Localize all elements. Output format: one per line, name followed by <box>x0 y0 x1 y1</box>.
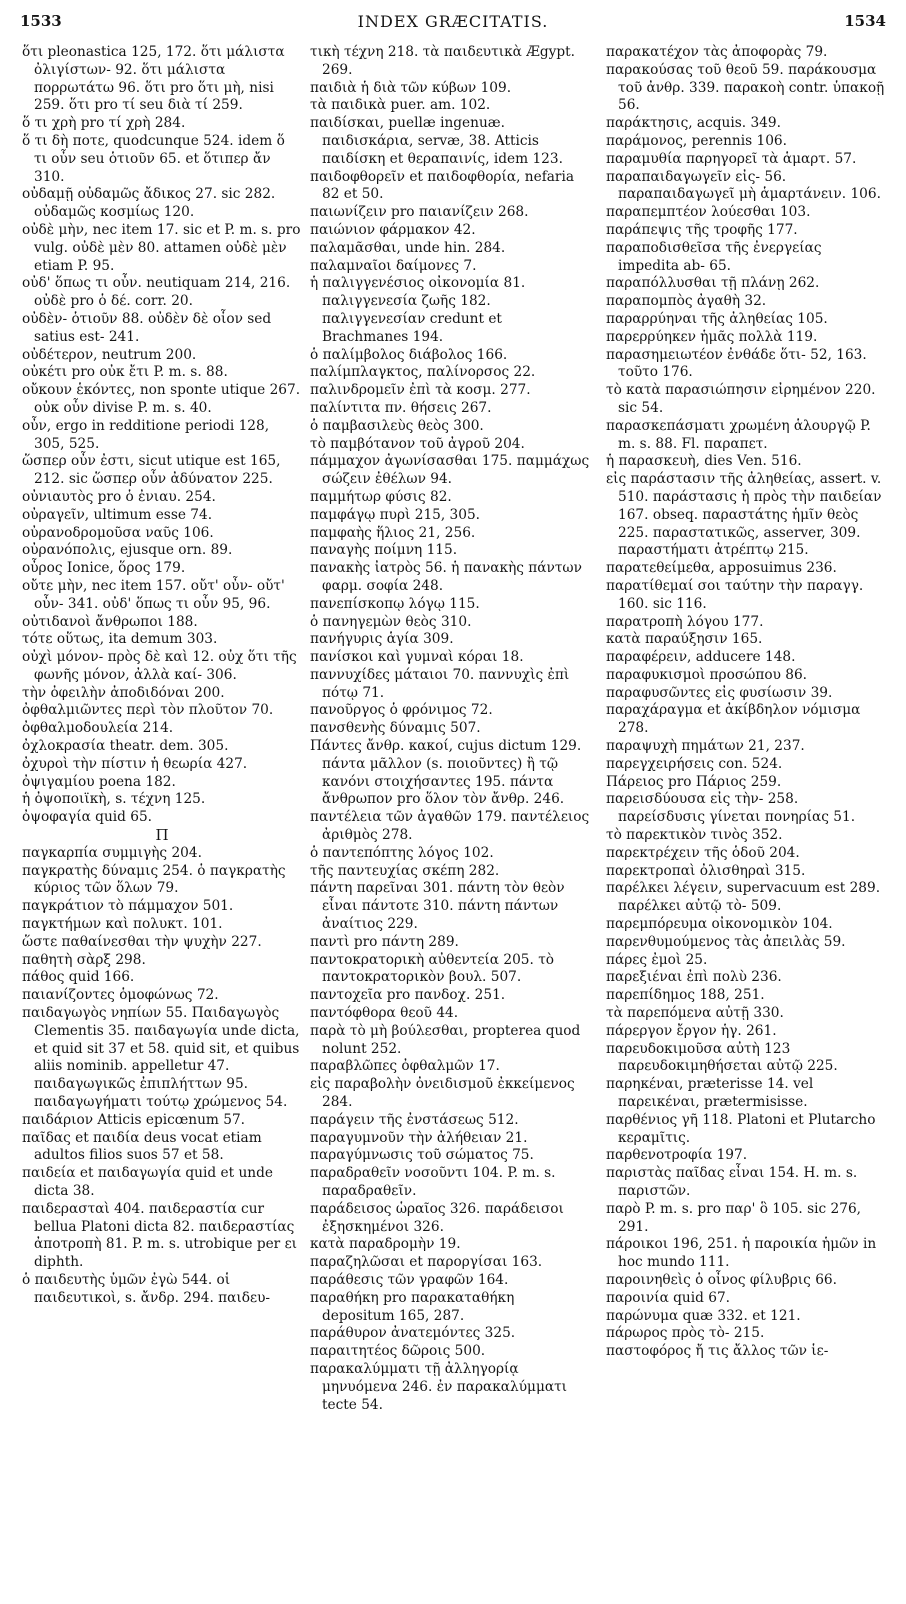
page-number-left: 1533 <box>20 12 62 30</box>
index-entry: παράκτησις, acquis. 349. <box>606 115 781 132</box>
index-entry: παρατεθείμεθα, apposuimus 236. <box>606 560 837 577</box>
index-entry: παρερρύηκεν ἡμᾶς πολλὰ 119. <box>606 328 818 345</box>
index-entry: παθητὴ σὰρξ 298. <box>22 951 146 968</box>
index-entry: παμφαὴς ἥλιος 21, 256. <box>310 524 476 541</box>
index-entry: παμμήτωρ φύσις 82. <box>310 488 452 505</box>
index-entry: κατὰ παραδρομὴν 19. <box>310 1236 461 1253</box>
page-number-right: 1534 <box>844 12 886 30</box>
index-entry: οὐτιδανοὶ ἄνθρωποι 188. <box>22 613 198 630</box>
index-entry: ὁ πανηγεμὼν θεὸς 310. <box>310 613 472 630</box>
index-entry: οὐρανοδρομοῦσα ναῦς 106. <box>22 524 214 541</box>
index-entry: παράθυρον ἀνατεμόντες 325. <box>310 1325 516 1342</box>
index-entry: παγκτήμων καὶ πολυκτ. 101. <box>22 916 223 933</box>
index-entry: τὸ παρεκτικὸν τινὸς 352. <box>606 827 783 844</box>
index-entry: παρεγχειρήσεις con. 524. <box>606 755 783 772</box>
index-entry: παρθενοτροφία 197. <box>606 1147 748 1164</box>
index-entry: παλινδρομεῖν ἐπὶ τὰ κοσμ. 277. <box>310 382 531 399</box>
index-entry: οὐδὲ μὴν, nec item 17. sic et P. m. s. pro vulg. οὐδὲ μὲν 80. attamen οὐδὲ μὲν etiam P. 95. <box>22 221 301 274</box>
index-entry: ὁ παλίμβολος διάβολος 166. <box>310 346 508 363</box>
index-entry: παρεπίδημος 188, 251. <box>606 987 765 1004</box>
index-entry: πανακὴς ἰατρὸς 56. ἡ πανακὴς πάντων φαρμ. σοφία 248. <box>310 560 582 594</box>
index-entry: παρακαλύμματι τῇ ἀλληγορίᾳ μηνυόμενα 246. ἐν παρακαλύμματι tecte 54. <box>310 1360 568 1413</box>
index-entry: παντοκρατορικὴ αὐθεντεία 205. τὸ παντοκρατορικὸν βουλ. 507. <box>310 951 555 986</box>
index-entry: παραψυχὴ πημάτων 21, 237. <box>606 738 805 755</box>
index-entry: παρευδοκιμοῦσα αὐτὴ 123 παρευδοκιμηθήσεται αὐτῷ 225. <box>606 1040 838 1075</box>
index-entry: παννυχίδες μάταιοι 70. παννυχὶς ἐπὶ πότῳ 71. <box>310 666 570 701</box>
index-entry: παρηκέναι, præterisse 14. vel παρεικέναι, prætermisisse. <box>606 1076 814 1111</box>
index-entry: παραφυκισμοὶ προσώπου 86. <box>606 666 808 683</box>
index-entry: ὁ παιδευτὴς ὑμῶν ἐγὼ 544. οἱ παιδευτικοὶ, s. ἄνδρ. 294. παιδευ- <box>22 1271 271 1306</box>
index-entry: παραθήκη pro παρακαταθήκη depositum 165, 287. <box>310 1289 515 1324</box>
index-entry: παιανίζοντες ὁμοφώνως 72. <box>22 987 219 1004</box>
index-column-2 <box>310 44 590 1414</box>
index-entry: τικὴ τέχνη 218. τὰ παιδευτικὰ Ægypt. 269. <box>310 44 576 78</box>
index-entry: παλίντιτα πν. θήσεις 267. <box>310 399 492 416</box>
index-entry: οὔκουν ἑκόντες, non sponte utique 267. οὐκ οὖν divise P. m. s. 40. <box>22 382 301 416</box>
index-entry: παρακούσας τοῦ θεοῦ 59. παράκουσμα τοῦ ἀνθρ. 339. παρακοὴ contr. ὑπακοῇ 56. <box>606 61 885 114</box>
index-entry: πανίσκοι καὶ γυμναὶ κόραι 18. <box>310 649 524 666</box>
index-entry: παραφέρειν, adducere 148. <box>606 649 796 666</box>
index-entry: παραποδισθεῖσα τῆς ἐνεργείας impedita ab- 65. <box>606 239 822 274</box>
index-entry: πάντη παρεῖναι 301. πάντη τὸν θεὸν εἶναι πάντοτε 310. πάντη πάντων ἀναίτιος 229. <box>310 880 565 933</box>
index-entry: παρεκτρέχειν τῆς ὁδοῦ 204. <box>606 844 800 861</box>
index-entry: ὅτι pleonastica 125, 172. ὅτι μάλιστα ὀλιγίστων- 92. ὅτι μάλιστα πορρωτάτω 96. ὅτι pro ὅτι μὴ, nisi 259. ὅτι pro τί seu διὰ τί 259. <box>22 44 285 114</box>
index-entry: ὁ παντεπόπτης λόγος 102. <box>310 844 494 861</box>
index-entry: ἡ ὀψοποιϊκὴ, s. τέχνη 125. <box>22 791 206 808</box>
index-entry: τότε οὕτως, ita demum 303. <box>22 631 218 648</box>
index-entry: πανοῦργος ὁ φρόνιμος 72. <box>310 702 493 719</box>
index-entry: τὸ κατὰ παρασιώπησιν εἰρημένον 220. sic 54. <box>606 382 876 416</box>
index-entry: παντέλεια τῶν ἀγαθῶν 179. παντέλειος ἀριθμὸς 278. <box>310 809 590 844</box>
index-entry: παιδοφθορεῖν et παιδοφθορία, nefaria 82 et 50. <box>310 168 575 203</box>
index-entry: παρατίθεμαί σοι ταύτην τὴν παραγγ. 160. sic 116. <box>606 577 864 612</box>
index-entry: τὰ παιδικὰ puer. am. 102. <box>310 97 491 114</box>
index-entry: παράπεψις τῆς τροφῆς 177. <box>606 221 798 238</box>
index-entry: παιδεία et παιδαγωγία quid et unde dicta 38. <box>22 1165 273 1199</box>
index-entry: οὐκέτι pro οὐκ ἔτι P. m. s. 88. <box>22 364 228 381</box>
index-entry: ὀφθαλμοδουλεία 214. <box>22 720 174 737</box>
index-entry: παράμονος, perennis 106. <box>606 132 787 149</box>
index-entry: παραμυθία παρηγορεῖ τὰ ἁμαρτ. 57. <box>606 150 857 167</box>
index-entry: παστοφόρος ἤ τις ἄλλος τῶν ἱε- <box>606 1343 829 1360</box>
index-entry: ὅ τι δὴ ποτε, quodcunque 524. idem ὅ τι οὖν seu ὁτιοῦν 65. et ὅτιπερ ἄν 310. <box>22 132 285 185</box>
index-entry: παιώνιον φάρμακον 42. <box>310 221 476 238</box>
index-entry: τὴν ὀφειλὴν ἀποδιδόναι 200. <box>22 684 225 701</box>
index-entry: πάρεργον ἔργον ἡγ. 261. <box>606 1022 777 1039</box>
index-entry: παροινία quid 67. <box>606 1289 731 1306</box>
index-entry: οὐραγεῖν, ultimum esse 74. <box>22 506 213 523</box>
index-entry: παντόφθορα θεοῦ 44. <box>310 1005 459 1022</box>
index-entry: παντὶ pro πάντη 289. <box>310 933 459 950</box>
index-entry: πάρες ἐμοὶ 25. <box>606 951 708 968</box>
index-entry: πάμμαχον ἀγωνίσασθαι 175. παμμάχως σώζειν ἐθέλων 94. <box>310 453 590 488</box>
index-entry: παναγὴς ποίμνη 115. <box>310 542 458 559</box>
index-entry: πανσθενὴς δύναμις 507. <box>310 720 481 737</box>
index-entry: παλίμπλαγκτος, παλίνορσος 22. <box>310 364 536 381</box>
index-entry: τὸ παμβότανον τοῦ ἀγροῦ 204. <box>310 435 525 452</box>
index-entry: ὀφθαλμιῶντες περὶ τὸν πλοῦτον 70. <box>22 702 274 719</box>
index-entry: παρθένιος γῆ 118. Platoni et Plutarcho κεραμῖτις. <box>606 1111 876 1146</box>
index-entry: ἡ παρασκευὴ, dies Ven. 516. <box>606 453 802 470</box>
index-entry: ὀχλοκρασία theatr. dem. 305. <box>22 738 229 755</box>
index-entry: Πάρειος pro Πάριος 259. <box>606 773 782 790</box>
index-entry: Πάντες ἄνθρ. κακοί, cujus dictum 129. πάντα μᾶλλον (s. ποιοῦντες) ἢ τῷ κανόνι στοιχήσαντες 195. πάντα ἄνθρωπον pro ὅλον τὸν ἄνθρ. 246. <box>310 738 582 808</box>
index-entry: παραφυσῶντες εἰς φυσίωσιν 39. <box>606 684 833 701</box>
index-entry: παριστὰς παῖδας εἶναι 154. H. m. s. παριστῶν. <box>606 1165 858 1199</box>
index-entry: παλαμναῖοι δαίμονες 7. <box>310 257 477 274</box>
index-entry: παιδιὰ ἡ διὰ τῶν κύβων 109. <box>310 79 512 96</box>
index-entry: παρέλκει λέγειν, supervacuum est 289. παρέλκει αὐτῷ τὸ- 509. <box>606 880 881 915</box>
index-entry: πανεπίσκοπῳ λόγῳ 115. <box>310 595 480 612</box>
index-column-3 <box>606 44 886 1361</box>
index-entry: ὀχυροὶ τὴν πίστιν ἡ θεωρία 427. <box>22 755 248 772</box>
index-entry: παραγυμνοῦν τὴν ἀλήθειαν 21. <box>310 1129 528 1146</box>
index-entry: οὐδ' ὅπως τι οὖν. neutiquam 214, 216. οὐδὲ pro ὁ δέ. corr. 20. <box>22 275 291 310</box>
index-entry: παρενθυμούμενος τὰς ἀπειλὰς 59. <box>606 933 846 950</box>
index-entry: παλαμᾶσθαι, unde hin. 284. <box>310 239 506 256</box>
index-entry: παρεισδύουσα εἰς τὴν- 258. παρείσδυσις γίνεται πονηρίας 51. <box>606 791 856 826</box>
section-letter: Π <box>155 826 169 845</box>
index-entry: οὐδὲν- ὁτιοῦν 88. οὐδὲν δὲ οἷον sed satius est- 241. <box>22 310 272 345</box>
index-entry: εἰς παραβολὴν ὀνειδισμοῦ ἐκκείμενος 284. <box>310 1076 575 1111</box>
index-entry: παρώνυμα quæ 332. et 121. <box>606 1307 801 1324</box>
index-entry: παγκρατὴς δύναμις 254. ὁ παγκρατὴς κύριος τῶν ὅλων 79. <box>22 862 286 897</box>
index-entry: εἰς παράστασιν τῆς ἀληθείας, assert. v. 510. παράστασις ἡ πρὸς τὴν παιδείαν 167. obseq. παραστάτης ἡμῖν θεὸς 225. παραστατικῶς, asserver, 309. παραστήματι ἀτρέπτῳ 215. <box>606 471 882 559</box>
index-entry: παιωνίζειν pro παιανίζειν 268. <box>310 204 529 221</box>
index-entry: παραπαιδαγωγεῖν εἰς- 56. παραπαιδαγωγεῖ μὴ ἁμαρτάνειν. 106. <box>606 168 881 203</box>
index-entry: οὐδέτερον, neutrum 200. <box>22 346 197 363</box>
index-entry: οὐρανόπολις, ejusque orn. 89. <box>22 542 233 559</box>
page-title: INDEX GRÆCITATIS. <box>357 12 549 31</box>
index-entry: ὀψοφαγία quid 65. <box>22 809 153 826</box>
index-entry: παρακατέχον τὰς ἀποφορὰς 79. <box>606 44 828 60</box>
index-entry: παραζηλῶσαι et παροργίσαι 163. <box>310 1254 543 1271</box>
index-entry: παντοχεῖα pro πανδοχ. 251. <box>310 987 506 1004</box>
index-entry: οὐδαμῇ οὐδαμῶς ἄδικος 27. sic 282. οὐδαμῶς κοσμίως 120. <box>22 186 276 221</box>
index-entry: παροινηθεὶς ὁ οἶνος φίλυβρις 66. <box>606 1271 837 1288</box>
index-entry: οὖν, ergo in redditione periodi 128, 305, 525. <box>22 417 270 452</box>
index-entry: παγκαρπία συμμιγὴς 204. <box>22 844 202 861</box>
index-entry: οὐχὶ μόνον- πρὸς δὲ καὶ 12. οὐχ ὅτι τῆς φωνῆς μόνον, ἀλλὰ καί- 306. <box>22 649 297 683</box>
index-entry: παραχάραγμα et ἀκίβδηλον νόμισμα 278. <box>606 702 861 737</box>
index-entry: κατὰ παραύξησιν 165. <box>606 631 763 648</box>
index-entry: παρασκεπάσματι χρωμένη ἁλουργῷ P. m. s. 88. Fl. παραπετ. <box>606 417 871 452</box>
index-entry: παραδραθεῖν νοσοῦντι 104. P. m. s. παραδραθεῖν. <box>310 1165 556 1199</box>
index-entry: οὐνιαυτὸς pro ὁ ἐνιαυ. 254. <box>22 488 216 505</box>
index-entry: παιδίσκαι, puellæ ingenuæ. παιδισκάρια, servæ, 38. Atticis παιδίσκη et θεραπαινίς, idem 123. <box>310 115 563 167</box>
index-entry: παραιτητέος δῶροις 500. <box>310 1343 486 1360</box>
index-entry: παγκράτιον τὸ πάμμαχον 501. <box>22 898 234 915</box>
index-entry: παρεμπόρευμα οἰκονομικὸν 104. <box>606 916 833 933</box>
index-entry: παρὰ τὸ μὴ βούλεσθαι, propterea quod nolunt 252. <box>310 1022 581 1057</box>
index-entry: πάθος quid 166. <box>22 969 135 986</box>
index-entry: οὔτε μὴν, nec item 157. οὔτ' οὖν- οὔτ' οὖν- 341. οὐδ' ὅπως τι οὖν 95, 96. <box>22 577 285 612</box>
index-entry: παρατροπὴ λόγου 177. <box>606 613 764 630</box>
index-entry: παῖδας et παιδία deus vocat etiam adultos filios suos 57 et 58. <box>22 1129 262 1164</box>
page-header <box>20 12 886 36</box>
index-entry: παράδεισος ὡραῖος 326. παράδεισοι ἐξησκημένοι 326. <box>310 1200 564 1235</box>
index-entry: οὖρος Ionice, ὅρος 179. <box>22 560 186 577</box>
index-entry: ὥστε παθαίνεσθαι τὴν ψυχὴν 227. <box>22 933 262 950</box>
index-entry: παραρρύηναι τῆς ἀληθείας 105. <box>606 310 828 327</box>
index-entry: παιδαγωγὸς νηπίων 55. Παιδαγωγὸς Clementis 35. παιδαγωγία unde dicta, et quid sit 37 et 58. quid sit, et quibus aliis nominib. appelletur 47. παιδαγωγικῶς ἐπιπλήττων 95. παιδαγωγήματι τούτῳ χρώμενος 54. <box>22 1005 300 1111</box>
index-entry: παραβλῶπες ὀφθαλμῶν 17. <box>310 1058 500 1075</box>
index-entry: ὅ τι χρὴ pro τί χρὴ 284. <box>22 115 186 132</box>
index-entry: τῆς παντευχίας σκέπη 282. <box>310 862 500 879</box>
index-entry: παιδάριον Atticis epicœnum 57. <box>22 1111 246 1128</box>
index-entry: παρὸ P. m. s. pro παρ' ὃ 105. sic 276, 291. <box>606 1200 862 1235</box>
index-entry: ὁ παμβασιλεὺς θεὸς 300. <box>310 417 484 434</box>
index-entry: παιδερασταὶ 404. παιδεραστία cur bellua Platoni dicta 82. παιδεραστίας ἀποτροπὴ 81. P. m. s. utrobique per ει diphth. <box>22 1200 298 1271</box>
index-entry: παραπόλλυσθαι τῇ πλάνῃ 262. <box>606 275 820 292</box>
index-entry: παράγειν τῆς ἐνστάσεως 512. <box>310 1111 519 1128</box>
index-entry: παρασημειωτέον ἐνθάδε ὅτι- 52, 163. τοῦτο 176. <box>606 346 867 381</box>
index-entry: παραπεμπτέον λούεσθαι 103. <box>606 204 811 221</box>
index-entry: παμφάγῳ πυρὶ 215, 305. <box>310 506 481 523</box>
index-entry: πάρωρος πρὸς τὸ- 215. <box>606 1325 765 1342</box>
index-entry: ὥσπερ οὖν ἐστι, sicut utique est 165, 212. sic ὥσπερ οὖν ἀδύνατον 225. <box>22 453 281 488</box>
index-entry: παραπομπὸς ἀγαθὴ 32. <box>606 293 767 310</box>
index-entry: παράθεσις τῶν γραφῶν 164. <box>310 1271 509 1288</box>
index-entry: τὰ παρεπόμενα αὐτῇ 330. <box>606 1005 784 1022</box>
index-entry: πανήγυρις ἁγία 309. <box>310 631 454 648</box>
index-column-1 <box>22 44 302 1308</box>
index-entry: πάροικοι 196, 251. ἡ παροικία ἡμῶν in hoc mundo 111. <box>606 1236 877 1271</box>
index-entry: παρεκτροπαὶ ὀλισθηραὶ 315. <box>606 862 806 879</box>
index-entry: ἡ παλιγγενέσιος οἰκονομία 81. παλιγγενεσία ζωῆς 182. παλιγγενεσίαν credunt et Brachmanes 194. <box>310 275 526 345</box>
index-entry: ὀψιγαμίου poena 182. <box>22 773 176 790</box>
index-entry: παραγύμνωσις τοῦ σώματος 75. <box>310 1147 534 1164</box>
index-entry: παρεξιέναι ἐπὶ πολὺ 236. <box>606 969 782 986</box>
